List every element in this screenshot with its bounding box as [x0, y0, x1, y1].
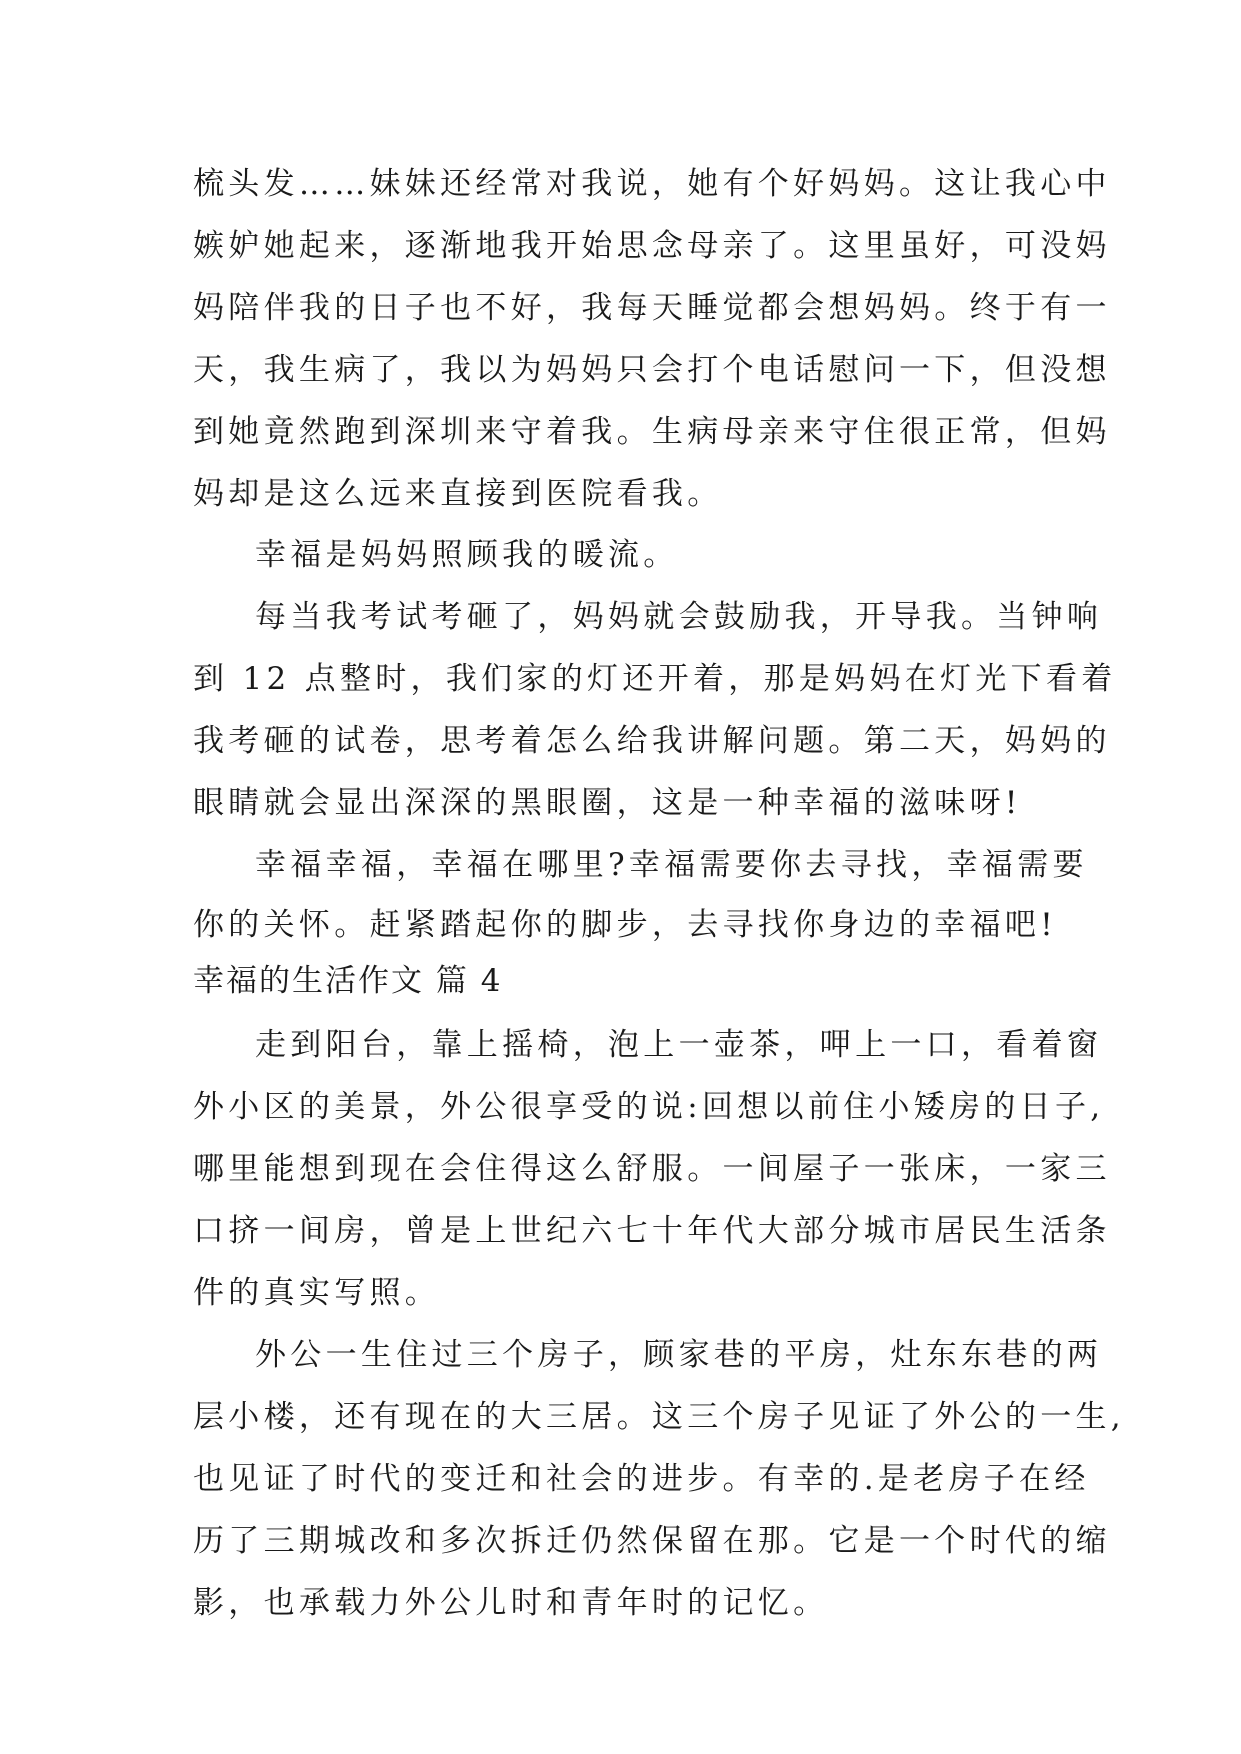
section-heading: 幸福的生活作文 篇 4	[193, 963, 503, 999]
text-line: 影，也承载力外公儿时和青年时的记忆。	[193, 1585, 829, 1621]
text-line: 你的关怀。赶紧踏起你的脚步，去寻找你身边的幸福吧!	[193, 907, 1057, 943]
text-line: 历了三期城改和多次拆迁仍然保留在那。它是一个时代的缩	[193, 1523, 1111, 1559]
text-line: 我考砸的试卷，思考着怎么给我讲解问题。第二天，妈妈的	[193, 723, 1111, 759]
text-line: 层小楼，还有现在的大三居。这三个房子见证了外公的一生,	[193, 1399, 1125, 1435]
paragraph-start-line: 每当我考试考砸了，妈妈就会鼓励我，开导我。当钟响	[255, 599, 1103, 635]
text-line: 到她竟然跑到深圳来守着我。生病母亲来守住很正常，但妈	[193, 414, 1111, 450]
paragraph-start-line: 外公一生住过三个房子，顾家巷的平房，灶东东巷的两	[255, 1337, 1103, 1373]
text-line: 妈陪伴我的日子也不好，我每天睡觉都会想妈妈。终于有一	[193, 290, 1111, 326]
text-line: 件的真实写照。	[193, 1275, 441, 1311]
paragraph-start-line: 幸福幸福，幸福在哪里?幸福需要你去寻找，幸福需要	[255, 847, 1088, 883]
text-line: 哪里能想到现在会住得这么舒服。一间屋子一张床，一家三	[193, 1151, 1111, 1187]
text-line: 嫉妒她起来，逐渐地我开始思念母亲了。这里虽好，可没妈	[193, 228, 1111, 264]
text-line: 天，我生病了，我以为妈妈只会打个电话慰问一下，但没想	[193, 352, 1111, 388]
text-line: 也见证了时代的变迁和社会的进步。有幸的.是老房子在经	[193, 1461, 1090, 1497]
text-line: 外小区的美景，外公很享受的说:回想以前住小矮房的日子,	[193, 1089, 1105, 1125]
text-line: 梳头发……妹妹还经常对我说，她有个好妈妈。这让我心中	[193, 166, 1111, 202]
text-line: 妈却是这么远来直接到医院看我。	[193, 476, 723, 512]
text-line: 口挤一间房，曾是上世纪六七十年代大部分城市居民生活条	[193, 1213, 1111, 1249]
text-line: 眼睛就会显出深深的黑眼圈，这是一种幸福的滋味呀!	[193, 785, 1022, 821]
paragraph-start-line: 幸福是妈妈照顾我的暖流。	[255, 537, 679, 573]
text-line: 到 12 点整时，我们家的灯还开着，那是妈妈在灯光下看着	[193, 661, 1117, 697]
paragraph-start-line: 走到阳台，靠上摇椅，泡上一壶茶，呷上一口，看着窗	[255, 1027, 1103, 1063]
